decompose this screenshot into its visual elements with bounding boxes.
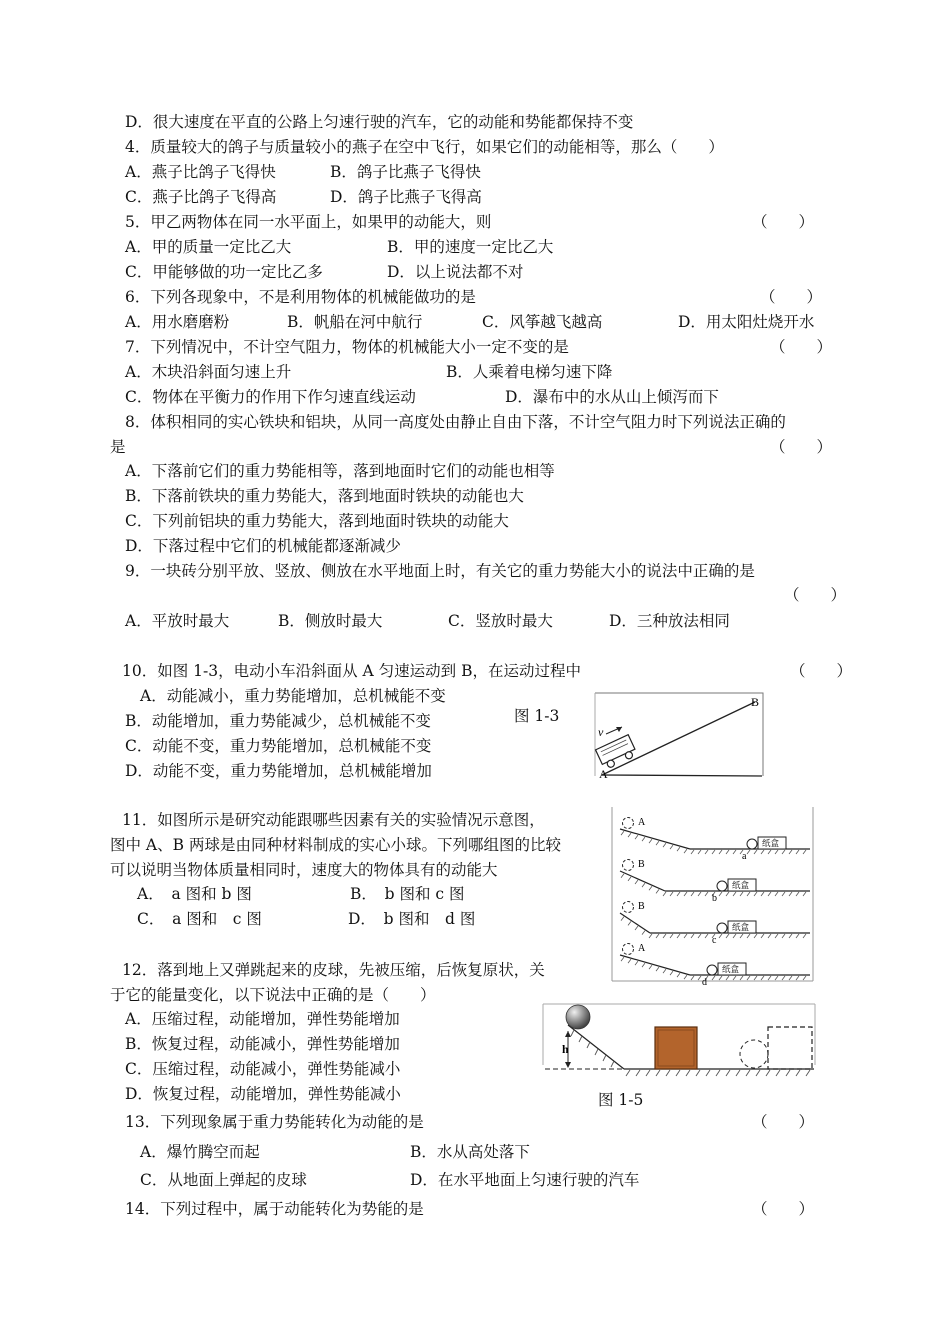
- q7-option-a: A．木块沿斜面匀速上升: [125, 363, 292, 381]
- q11-paper-box-label: 纸盒: [732, 880, 750, 890]
- q11-row-a: [620, 817, 810, 862]
- q9-option-c: C．竖放时最大: [448, 612, 553, 630]
- q7-option-d: D．瀑布中的水从山上倾泻而下: [505, 388, 719, 406]
- q4-option-b: B．鸽子比燕子飞得快: [330, 163, 481, 181]
- q11-option-b: B． b 图和 c 图: [350, 885, 465, 903]
- q11-paper-box-label: 纸盒: [762, 838, 780, 848]
- q6-answer-paren: （ ）: [760, 288, 823, 306]
- q12-ball-block-figure: [542, 1003, 817, 1085]
- q10-cart: [596, 735, 638, 771]
- q11-experiment-figure: [610, 805, 815, 985]
- q9-stem: 9．一块砖分别平放、竖放、侧放在水平地面上时，有关它的重力势能大小的说法中正确的是: [125, 562, 755, 580]
- q11-paper-box-label: 纸盒: [732, 922, 750, 932]
- q11-ball-bottom: [717, 881, 727, 891]
- q9-option-b: B．侧放时最大: [278, 612, 383, 630]
- q8-option-c: C．下列前铝块的重力势能大，落到地面时铁块的动能大: [125, 512, 509, 530]
- q11-line1: 11．如图所示是研究动能跟哪些因素有关的实验情况示意图，: [122, 811, 545, 829]
- q12-wooden-block: [655, 1027, 697, 1069]
- q4-stem: 4．质量较大的鸽子与质量较小的燕子在空中飞行，如果它们的动能相等，那么（ ）: [125, 138, 724, 156]
- q12-option-a: A．压缩过程，动能增加，弹性势能增加: [125, 1010, 400, 1028]
- q13-answer-paren: （ ）: [752, 1113, 815, 1131]
- q13-option-d: D．在水平地面上匀速行驶的汽车: [410, 1171, 640, 1189]
- q7-stem: 7．下列情况中，不计空气阻力，物体的机械能大小一定不变的是: [125, 338, 569, 356]
- q11-line2: 图中 A、B 两球是由同种材料制成的实心小球。下列哪组图的比较: [110, 836, 561, 854]
- q11-line3: 可以说明当物体质量相同时，速度大的物体具有的动能大: [110, 861, 498, 879]
- q11-ball-bottom: [747, 839, 757, 849]
- q11-option-a: A． a 图和 b 图: [137, 885, 252, 903]
- q6-option-c: C．风筝越飞越高: [482, 313, 603, 331]
- q8-stem: 8．体积相同的实心铁块和铝块，从同一高度处由静止自由下落，不计空气阻力时下列说法正确的: [125, 413, 786, 431]
- q9-option-a: A．平放时最大: [125, 612, 230, 630]
- q6-option-d: D．用太阳灶烧开水: [678, 313, 815, 331]
- q12-option-b: B．恢复过程，动能减小，弹性势能增加: [125, 1035, 400, 1053]
- q5-option-d: D．以上说法都不对: [387, 263, 524, 281]
- q13-stem: 13．下列现象属于重力势能转化为动能的是: [125, 1113, 424, 1131]
- q11-row-label: c: [712, 935, 717, 946]
- q11-row-d: [620, 943, 810, 985]
- q11-ball-bottom: [717, 923, 727, 933]
- q12-height-label: h: [562, 1042, 569, 1056]
- q10-point-a-label: A: [599, 767, 608, 780]
- q13-option-c: C．从地面上弹起的皮球: [140, 1171, 307, 1189]
- q10-option-c: C．动能不变，重力势能增加，总机械能不变: [125, 737, 432, 755]
- q12-ball-ghost: [740, 1040, 768, 1068]
- q10-point-b-label: B: [751, 695, 760, 709]
- q7-answer-paren: （ ）: [770, 338, 833, 356]
- q8-option-b: B．下落前铁块的重力势能大，落到地面时铁块的动能也大: [125, 487, 524, 505]
- q10-figure-caption: 图 1-3: [514, 707, 560, 725]
- q11-row-label: d: [702, 977, 707, 985]
- q14-stem: 14．下列过程中，属于动能转化为势能的是: [125, 1200, 424, 1218]
- q5-option-c: C．甲能够做的功一定比乙多: [125, 263, 323, 281]
- q7-option-c: C．物体在平衡力的作用下作匀速直线运动: [125, 388, 416, 406]
- q4-option-d: D．鸽子比燕子飞得高: [330, 188, 482, 206]
- q10-option-a: A．动能减小，重力势能增加，总机械能不变: [140, 687, 446, 705]
- q8-option-a: A．下落前它们的重力势能相等，落到地面时它们的动能也相等: [125, 462, 555, 480]
- q10-stem: 10．如图 1-3，电动小车沿斜面从 A 匀速运动到 B，在运动过程中: [122, 662, 581, 680]
- q11-row-b: [620, 859, 810, 904]
- q12-line1: 12．落到地上又弹跳起来的皮球，先被压缩，后恢复原状，关: [122, 961, 545, 979]
- q11-option-d: D． b 图和 d 图: [348, 910, 476, 928]
- q12-figure-caption: 图 1-5: [598, 1091, 644, 1109]
- q5-option-a: A．甲的质量一定比乙大: [125, 238, 292, 256]
- q11-row-label: b: [712, 893, 717, 904]
- q6-option-a: A．用水磨磨粉: [125, 313, 230, 331]
- q9-option-d: D．三种放法相同: [609, 612, 730, 630]
- q13-option-a: A．爆竹腾空而起: [140, 1143, 260, 1161]
- q10-option-d: D．动能不变，重力势能增加，总机械能增加: [125, 762, 432, 780]
- q11-row-label: a: [742, 851, 747, 862]
- q12-line2: 于它的能量变化，以下说法中正确的是（ ）: [110, 986, 436, 1004]
- q8-stem-cont: 是: [110, 438, 126, 456]
- q3-option-d: D．很大速度在平直的公路上匀速行驶的汽车，它的动能和势能都保持不变: [125, 113, 634, 131]
- q10-answer-paren: （ ）: [790, 662, 853, 680]
- q14-answer-paren: （ ）: [752, 1200, 815, 1218]
- q12-option-d: D．恢复过程，动能增加，弹性势能减小: [125, 1085, 401, 1103]
- q11-ball-label: B: [638, 859, 645, 870]
- q5-answer-paren: （ ）: [752, 213, 815, 231]
- q8-option-d: D．下落过程中它们的机械能都逐渐减少: [125, 537, 401, 555]
- q4-option-a: A．燕子比鸽子飞得快: [125, 163, 276, 181]
- q11-ball-dashed: [623, 860, 634, 871]
- q12-block-ghost: [768, 1027, 812, 1069]
- q11-ball-label: A: [638, 943, 646, 954]
- q10-velocity-label: v: [598, 725, 604, 739]
- q12-ball: [566, 1005, 590, 1029]
- q7-option-b: B．人乘着电梯匀速下降: [446, 363, 613, 381]
- q6-option-b: B．帆船在河中航行: [287, 313, 423, 331]
- q9-answer-paren: （ ）: [784, 586, 847, 604]
- q6-stem: 6．下列各现象中，不是利用物体的机械能做功的是: [125, 288, 476, 306]
- q8-answer-paren: （ ）: [770, 438, 833, 456]
- q10-option-b: B．动能增加，重力势能减少，总机械能不变: [125, 712, 431, 730]
- q11-ball-dashed: [623, 944, 634, 955]
- q11-ball-label: A: [638, 817, 646, 828]
- q5-stem: 5．甲乙两物体在同一水平面上，如果甲的动能大，则: [125, 213, 492, 231]
- q11-ball-bottom: [707, 965, 717, 975]
- q11-paper-box-label: 纸盒: [722, 964, 740, 974]
- q11-option-c: C． a 图和 c 图: [137, 910, 262, 928]
- q13-option-b: B．水从高处落下: [410, 1143, 530, 1161]
- q11-row-c: [620, 901, 810, 946]
- q11-ball-dashed: [623, 818, 634, 829]
- q12-option-c: C．压缩过程，动能减小，弹性势能减小: [125, 1060, 401, 1078]
- q5-option-b: B．甲的速度一定比乙大: [387, 238, 554, 256]
- q11-ball-label: B: [638, 901, 645, 912]
- q4-option-c: C．燕子比鸽子飞得高: [125, 188, 277, 206]
- q10-incline-figure: [590, 690, 770, 780]
- q11-ball-dashed: [623, 902, 634, 913]
